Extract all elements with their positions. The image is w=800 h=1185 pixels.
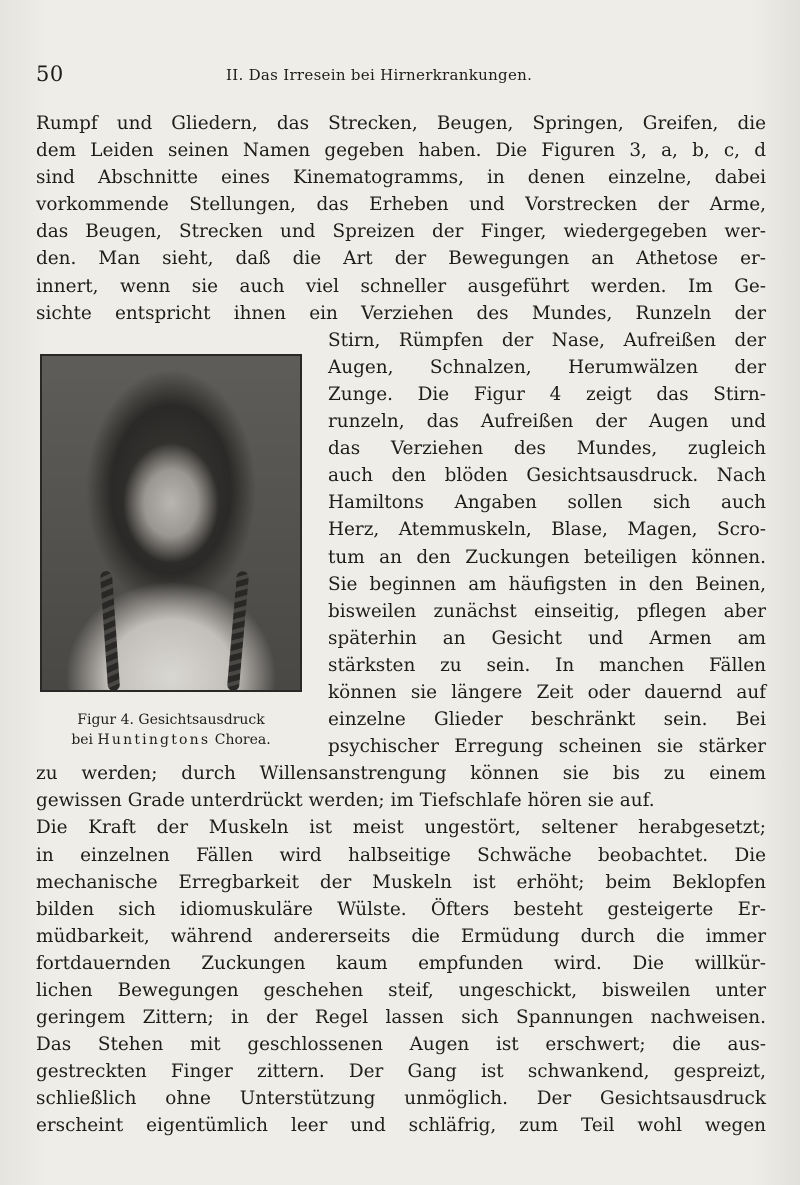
text-line: bisweilen zunächst einseitig, pflegen aber — [328, 600, 766, 622]
text-line: sichte entspricht ihnen ein Verziehen des Mundes, Runzeln der — [36, 302, 766, 324]
text-line: späterhin an Gesicht und Armen am — [328, 627, 766, 649]
caption-line-1: Figur 4. Gesichtsausdruck — [77, 712, 265, 728]
text-line: psychischer Erregung scheinen sie stärker — [328, 736, 766, 758]
text-line: dem Leiden seinen Namen gegeben haben. Die Figuren 3, a, b, c, d — [36, 140, 766, 162]
text-line: das Verziehen des Mundes, zugleich — [328, 438, 766, 460]
text-line: vorkommende Stellungen, das Erheben und Vorstrecken der Arme, — [36, 194, 766, 216]
text-line: sind Abschnitte eines Kinematogramms, in denen einzelne, dabei — [36, 167, 766, 189]
text-line: fortdauernden Zuckungen kaum empfunden wird. Die willkür- — [36, 952, 766, 974]
text-line: geringem Zittern; in der Regel lassen sich Spannungen nachweisen. — [36, 1007, 766, 1029]
text-line: Zunge. Die Figur 4 zeigt das Stirn- — [328, 383, 766, 405]
text-line: stärksten zu sein. In manchen Fällen — [328, 654, 766, 676]
text-line: lichen Bewegungen geschehen steif, ungeschickt, bisweilen unter — [36, 980, 766, 1001]
text-line: das Beugen, Strecken und Spreizen der Finger, wiedergegeben wer- — [36, 221, 766, 243]
caption-suffix: Chorea. — [210, 732, 271, 748]
text-line: in einzelnen Fällen wird halbseitige Schwäche beobachtet. Die — [36, 844, 766, 866]
caption-name: Huntingtons — [97, 732, 211, 748]
text-line: zu werden; durch Willensanstrengung können sie bis zu einem — [36, 763, 766, 785]
text-line: mechanische Erregbarkeit der Muskeln ist erhöht; beim Beklopfen — [36, 871, 766, 893]
text-line: runzeln, das Aufreißen der Augen und — [328, 411, 766, 433]
text-line: den. Man sieht, daß die Art der Bewegungen an Athetose er- — [36, 248, 766, 270]
text-line: bilden sich idiomuskuläre Wülste. Öfters besteht gesteigerte Er- — [36, 898, 766, 920]
page-number: 50 — [36, 62, 64, 86]
text-line: einzelne Glieder beschränkt sein. Bei — [328, 709, 766, 731]
running-head: II. Das Irresein bei Hirnerkrankungen. — [226, 66, 533, 84]
text-line: gestreckten Finger zittern. Der Gang ist schwankend, gespreizt, — [36, 1061, 766, 1083]
text-line: erscheint eigentümlich leer und schläfrig, zum Teil wohl wegen — [36, 1115, 766, 1137]
text-line: Die Kraft der Muskeln ist meist ungestört, seltener herabgesetzt; — [36, 817, 766, 839]
text-line: Stirn, Rümpfen der Nase, Aufreißen der — [328, 329, 766, 351]
page-header — [36, 62, 766, 92]
text-line: Augen, Schnalzen, Herumwälzen der — [328, 356, 766, 378]
text-line: Das Stehen mit geschlossenen Augen ist erschwert; die aus- — [36, 1034, 766, 1056]
text-line: schließlich ohne Unterstützung unmöglich. Der Gesichtsausdruck — [36, 1088, 766, 1110]
text-line: Rumpf und Gliedern, das Strecken, Beugen, Springen, Greifen, die — [36, 113, 766, 134]
text-line: Hamiltons Angaben sollen sich auch — [328, 492, 766, 514]
text-line: Herz, Atemmuskeln, Blase, Magen, Scro- — [328, 519, 766, 541]
caption-prefix: bei — [71, 732, 98, 748]
body-text — [36, 110, 766, 1140]
text-line: tum an den Zuckungen beteiligen können. — [328, 546, 766, 568]
text-line: auch den blöden Gesichtsausdruck. Nach — [328, 465, 766, 487]
text-line: können sie längere Zeit oder dauernd auf — [328, 681, 766, 703]
text-line: Sie beginnen am häufigsten in den Beinen, — [328, 573, 766, 595]
text-line: innert, wenn sie auch viel schneller ausgeführt werden. Im Ge- — [36, 275, 766, 297]
text-line: gewissen Grade unterdrückt werden; im Tiefschlafe hören sie auf. — [36, 790, 655, 812]
text-line: müdbarkeit, während andererseits die Ermüdung durch die immer — [36, 925, 766, 947]
